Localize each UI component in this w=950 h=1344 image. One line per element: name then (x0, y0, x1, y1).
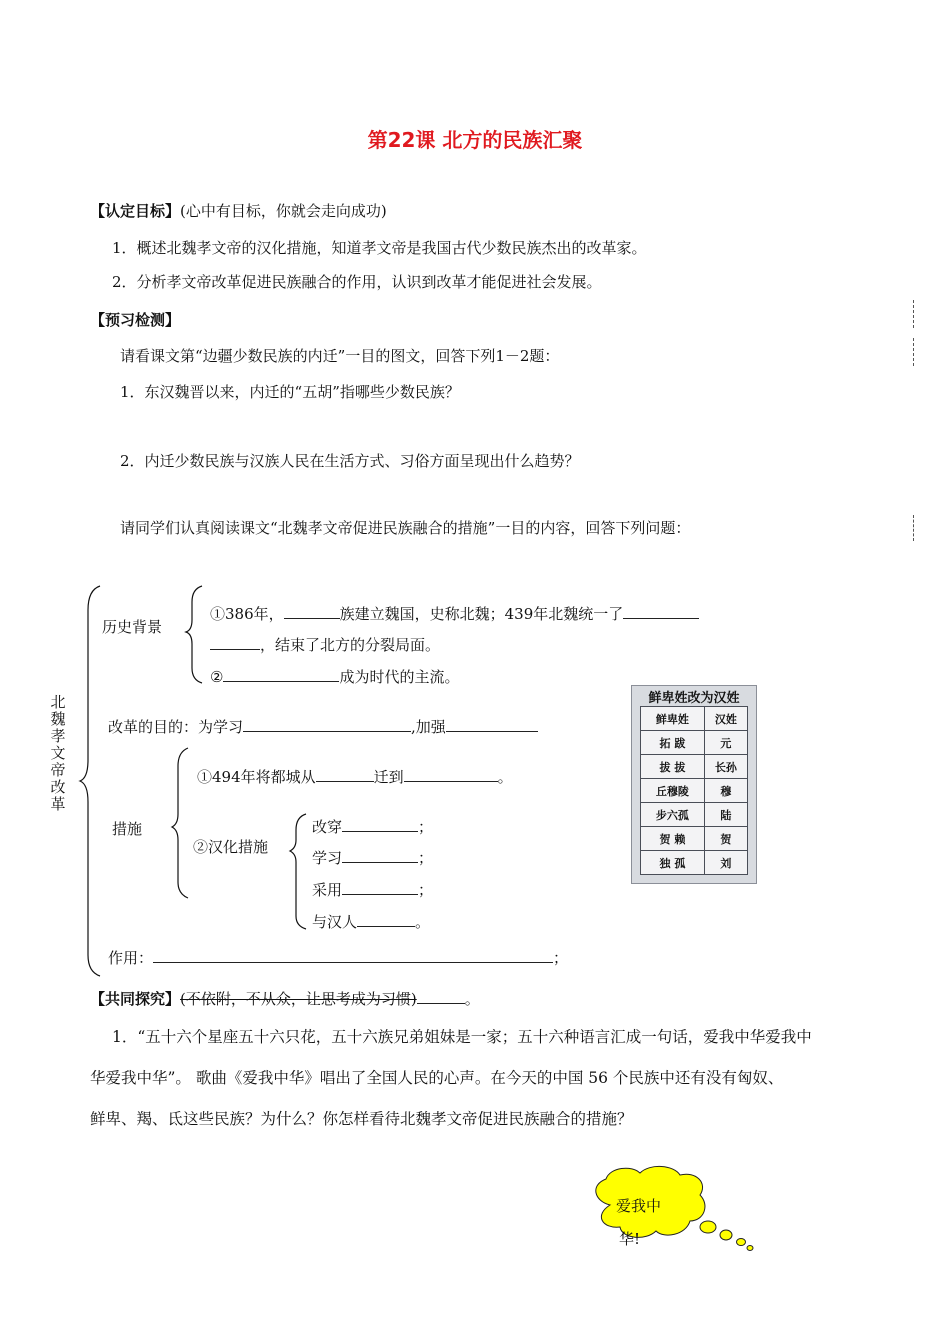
goal-item-2: 2．分析孝文帝改革促进民族融合的作用，认识到改革才能促进社会发展。 (112, 273, 602, 291)
blank-field[interactable] (342, 848, 418, 863)
hanhua-item-text: 与汉人 (312, 913, 358, 931)
blank-field[interactable] (342, 880, 418, 895)
blank-field[interactable] (342, 817, 418, 832)
explore-paragraph-line-3: 鲜卑、羯、氐这些民族？为什么？你怎样看待北魏孝文帝促进民族融合的措施？ (90, 1110, 633, 1128)
blank-field[interactable] (446, 717, 538, 732)
table-row (641, 803, 748, 827)
background-item-2 (210, 666, 459, 687)
hanhua-item-2 (312, 847, 433, 868)
table-row (641, 755, 748, 779)
measure-item-1 (197, 766, 513, 787)
thought-cloud-icon (580, 1165, 760, 1265)
background-item-1-cont (210, 634, 440, 655)
table-header-cell: 鲜卑姓 (641, 707, 705, 731)
table-cell: 独 孤 (641, 851, 705, 875)
blank-field[interactable] (223, 667, 339, 682)
preview-question-2: 2．内迁少数民族与汉族人民在生活方式、习俗方面呈现出什么趋势？ (120, 452, 580, 470)
table-header-row (641, 707, 748, 731)
preview-question-1: 1．东汉魏晋以来，内迁的“五胡”指哪些少数民族？ (120, 383, 460, 401)
preview-intro: 请看课文第“边疆少数民族的内迁”一目的图文，回答下列1－2题： (120, 347, 560, 365)
table-cell: 拓 跋 (641, 731, 705, 755)
explore-section (90, 988, 480, 1009)
table-cell: 刘 (704, 851, 747, 875)
blank-field[interactable] (623, 604, 699, 619)
measures-label: 措施 (112, 820, 143, 838)
table-row (641, 827, 748, 851)
table-cell: 贺 赖 (641, 827, 705, 851)
goal-item-1: 1．概述北魏孝文帝的汉化措施，知道孝文帝是我国古代少数民族杰出的改革家。 (112, 239, 647, 257)
table-cell: 拔 拔 (641, 755, 705, 779)
surname-table-title: 鲜卑姓改为汉姓 (648, 691, 740, 706)
hanhua-item-4 (312, 911, 430, 932)
blank-field (417, 995, 465, 1004)
bg1-text-b: 族建立魏国，史称北魏；439年北魏统一了 (339, 605, 624, 623)
preview-intro-2: 请同学们认真阅读课文“北魏孝文帝促进民族融合的措施”一目的内容，回答下列问题： (120, 519, 691, 537)
explore-sub-end: 。 (464, 990, 480, 1008)
table-header-cell: 汉姓 (704, 707, 747, 731)
m1-text-c: 。 (497, 768, 513, 786)
hanhua-item-text: 改穿 (312, 818, 343, 836)
bg2-text-a: ② (210, 668, 224, 686)
hanhua-item-end: 。 (415, 913, 431, 931)
effect-end: ； (553, 949, 569, 967)
blank-field[interactable] (357, 912, 415, 927)
table-cell: 陆 (704, 803, 747, 827)
blank-field[interactable] (210, 635, 260, 650)
page-title: 第22课 北方的民族汇聚 (367, 128, 583, 152)
effect-line (108, 947, 568, 968)
blank-field[interactable] (284, 604, 340, 619)
explore-subtitle: (不依附，不从众，让思考成为习惯) (180, 990, 417, 1008)
explore-heading: 【共同探究】 (90, 990, 181, 1008)
preview-heading: 【预习检测】 (90, 311, 181, 329)
m1-text-b: 迁到 (373, 768, 404, 786)
purpose-text-b: ,加强 (411, 718, 446, 736)
hanhua-item-end: ； (418, 881, 434, 899)
blank-field[interactable] (243, 717, 411, 732)
explore-paragraph-line-1: 1．“五十六个星座五十六只花，五十六族兄弟姐妹是一家；五十六种语言汇成一句话，爱我中华爱我中 (112, 1028, 812, 1046)
bg2-text-b: 成为时代的主流。 (339, 668, 460, 686)
table-row (641, 779, 748, 803)
table-cell: 长孙 (704, 755, 747, 779)
purpose-line (108, 716, 538, 737)
explore-paragraph-line-2: 华爱我中华”。 歌曲《爱我中华》唱出了全国人民的心声。在今天的中国 56 个民族中还有没有匈奴、 (90, 1069, 784, 1087)
bg1-text-c: ，结束了北方的分裂局面。 (260, 636, 441, 654)
hanhua-item-text: 学习 (312, 849, 343, 867)
surname-table (640, 706, 748, 875)
hanhua-item-text: 采用 (312, 881, 343, 899)
hanhua-item-end: ； (418, 849, 434, 867)
background-label: 历史背景 (102, 618, 163, 636)
hanhua-label: ②汉化措施 (193, 838, 269, 856)
diagram-root-label: 北魏孝文帝改革 (50, 693, 66, 813)
hanhua-item-3 (312, 879, 433, 900)
hanhua-item-end: ； (418, 818, 434, 836)
purpose-text-a: 改革的目的：为学习 (108, 718, 244, 736)
table-cell: 元 (704, 731, 747, 755)
blank-field[interactable] (404, 767, 498, 782)
table-row (641, 731, 748, 755)
blank-field[interactable] (316, 767, 374, 782)
surname-table-image (631, 685, 757, 884)
blank-field[interactable] (153, 948, 553, 963)
bg1-text-a: ①386年， (210, 605, 284, 623)
table-cell: 丘穆陵 (641, 779, 705, 803)
goals-heading: 【认定目标】 (90, 202, 181, 220)
cloud-text-line-2: 华! (619, 1230, 641, 1248)
m1-text-a: ①494年将都城从 (197, 768, 316, 786)
effect-label: 作用： (108, 949, 154, 967)
table-cell: 步六孤 (641, 803, 705, 827)
cloud-text-line-1: 爱我中 (616, 1197, 662, 1215)
hanhua-item-1 (312, 816, 433, 837)
table-cell: 贺 (704, 827, 747, 851)
table-cell: 穆 (704, 779, 747, 803)
background-item-1 (210, 603, 699, 624)
table-row (641, 851, 748, 875)
goals-subtitle: (心中有目标，你就会走向成功) (180, 202, 387, 220)
